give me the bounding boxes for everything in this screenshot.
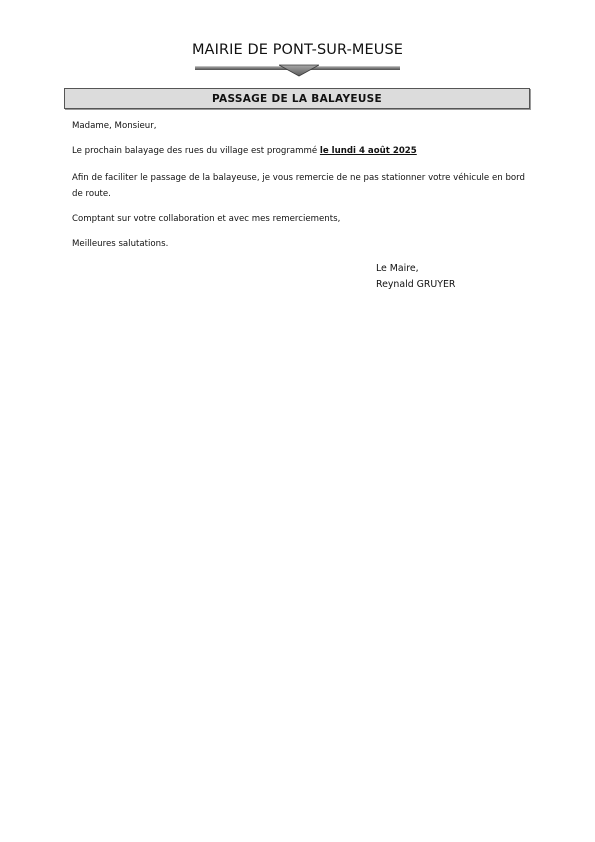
letter-date-paragraph: [72, 143, 525, 159]
signature-role: Le Maire,: [376, 263, 419, 274]
letter-parking-request: Afin de faciliter le passage de la balayeuse, je vous remercie de ne pas stationner votre véhicule en bord de route.: [72, 173, 525, 199]
notice-title-box: [64, 88, 530, 109]
sweeping-date: le lundi 4 août 2025: [319, 146, 417, 156]
letter-greeting: Madame, Monsieur,: [72, 121, 157, 131]
letter-regards: Meilleures salutations.: [72, 239, 169, 249]
header-triangle-ornament-icon: [279, 64, 319, 77]
letter-thanks: Comptant sur votre collaboration et avec mes remerciements,: [72, 214, 341, 224]
signature-name: Reynald GRUYER: [376, 279, 456, 290]
notice-title: PASSAGE DE LA BALAYEUSE: [212, 92, 382, 105]
mairie-header-title: MAIRIE DE PONT-SUR-MEUSE: [191, 42, 404, 58]
signature-block: [376, 261, 455, 293]
date-sentence-prefix: Le prochain balayage des rues du village est programmé: [72, 146, 320, 156]
